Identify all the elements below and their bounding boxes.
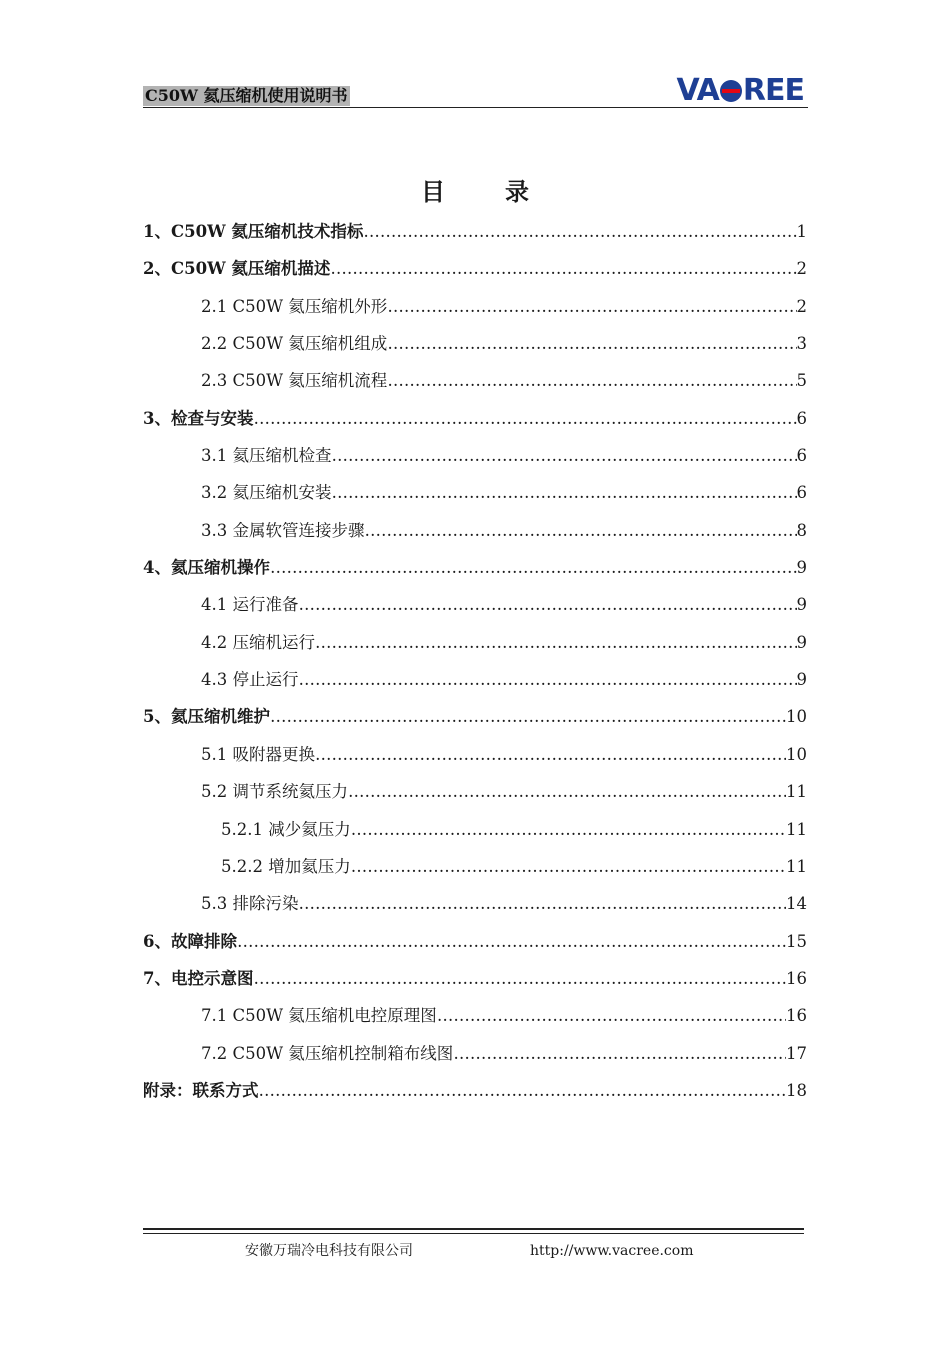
toc-entry-label: 7、电控示意图 (143, 968, 254, 988)
toc-entry[interactable] (143, 736, 807, 773)
toc-dot-leader (387, 325, 796, 362)
toc-dot-leader (453, 1035, 786, 1072)
toc-dot-leader (387, 362, 796, 399)
toc-entry[interactable] (143, 923, 807, 960)
toc-entry-label: 5.2.2 增加氦压力 (221, 856, 351, 876)
toc-entry-label: 3.1 氦压缩机检查 (201, 446, 332, 466)
toc-entry-label: 2.3 C50W 氦压缩机流程 (201, 371, 388, 391)
toc-entry-label: 2、C50W 氦压缩机描述 (143, 259, 331, 279)
toc-entry[interactable] (143, 773, 807, 810)
toc-dot-leader (299, 661, 797, 698)
toc-entry-label: 7.2 C50W 氦压缩机控制箱布线图 (201, 1043, 454, 1063)
toc-entry-label: 2.2 C50W 氦压缩机组成 (201, 334, 388, 354)
toc-entry-label: 3、检查与安装 (143, 408, 254, 428)
toc-entry[interactable] (143, 512, 807, 549)
toc-dot-leader (253, 960, 786, 997)
toc-entry-label: 4.2 压缩机运行 (201, 632, 315, 652)
toc-dot-leader (270, 549, 797, 586)
toc-entry[interactable] (143, 362, 807, 399)
toc-page-number: 9 (796, 558, 807, 578)
toc-page-number: 11 (786, 782, 807, 802)
toc-entry[interactable] (143, 437, 807, 474)
toc-dot-leader (253, 400, 796, 437)
toc-entry-label: 4.1 运行准备 (201, 595, 299, 615)
toc-entry-label: 2.1 C50W 氦压缩机外形 (201, 296, 388, 316)
toc-entry[interactable] (143, 698, 807, 735)
toc-page-number: 11 (786, 856, 807, 876)
toc-dot-leader (330, 250, 796, 287)
toc-page-number: 2 (796, 296, 807, 316)
toc-dot-leader (332, 437, 797, 474)
vacree-logo (676, 73, 805, 108)
toc-page-number: 9 (796, 632, 807, 652)
toc-dot-leader (270, 698, 786, 735)
toc-entry[interactable] (143, 288, 807, 325)
toc-page-number: 16 (786, 1006, 807, 1026)
toc-entry[interactable] (143, 848, 807, 885)
document-title: C50W 氦压缩机使用说明书 (145, 86, 348, 105)
toc-dot-leader (437, 997, 786, 1034)
toc-dot-leader (351, 811, 786, 848)
toc-entry[interactable] (143, 213, 807, 250)
toc-entry[interactable] (143, 997, 807, 1034)
toc-entry-label: 3.3 金属软管连接步骤 (201, 520, 365, 540)
toc-entry[interactable] (143, 960, 807, 997)
toc-entry[interactable] (143, 586, 807, 623)
toc-entry-label: 5.2.1 减少氦压力 (221, 819, 351, 839)
toc-heading (0, 172, 950, 207)
toc-page-number: 11 (786, 819, 807, 839)
toc-page-number: 18 (786, 1080, 807, 1100)
toc-page-number: 10 (786, 707, 807, 727)
toc-dot-leader (315, 624, 797, 661)
toc-page-number: 17 (786, 1043, 807, 1063)
logo-text-prefix: VA (676, 73, 719, 108)
toc-dot-leader (363, 213, 796, 250)
footer-website-link[interactable]: http://www.vacree.com (530, 1243, 694, 1259)
toc-page-number: 8 (796, 520, 807, 540)
toc-page-number: 1 (796, 222, 807, 241)
toc-entry[interactable] (143, 885, 807, 922)
toc-page-number: 2 (796, 259, 807, 279)
toc-entry[interactable] (143, 549, 807, 586)
toc-page-number: 3 (796, 334, 807, 354)
toc-page-number: 9 (796, 670, 807, 690)
page-header (143, 73, 808, 110)
toc-entry-label: 5.3 排除污染 (201, 894, 299, 914)
toc-dot-leader (351, 848, 786, 885)
toc-entry[interactable] (143, 400, 807, 437)
toc-heading-left: 目 (421, 177, 445, 206)
toc-entry[interactable] (143, 250, 807, 287)
toc-entry[interactable] (143, 811, 807, 848)
toc-entry[interactable] (143, 325, 807, 362)
logo-text-suffix: REE (742, 73, 804, 108)
header-divider (143, 107, 808, 108)
toc-dot-leader (237, 923, 786, 960)
toc-entry-label: 4.3 停止运行 (201, 670, 299, 690)
toc-dot-leader (332, 474, 797, 511)
toc-page-number: 6 (796, 446, 807, 466)
toc-page-number: 9 (796, 595, 807, 615)
toc-entry-label: 6、故障排除 (143, 931, 237, 951)
toc-entry[interactable] (143, 1035, 807, 1072)
footer-divider-thin (143, 1233, 804, 1234)
toc-entry-label: 5.2 调节系统氦压力 (201, 782, 348, 802)
toc-entry-label: 3.2 氦压缩机安装 (201, 483, 332, 503)
table-of-contents (143, 213, 807, 1109)
toc-entry-label: 4、氦压缩机操作 (143, 558, 270, 578)
toc-dot-leader (387, 288, 796, 325)
toc-page-number: 6 (796, 483, 807, 503)
toc-dot-leader (315, 736, 786, 773)
toc-page-number: 14 (786, 894, 807, 914)
toc-page-number: 10 (786, 744, 807, 764)
toc-entry[interactable] (143, 661, 807, 698)
footer-divider-thick (143, 1228, 804, 1230)
logo-c-mark-icon (720, 80, 742, 102)
toc-heading-right: 录 (505, 177, 529, 206)
toc-entry[interactable] (143, 624, 807, 661)
toc-dot-leader (259, 1072, 787, 1109)
toc-entry-label: 附录：联系方式 (143, 1080, 259, 1100)
toc-page-number: 16 (786, 968, 807, 988)
footer-company-name: 安徽万瑞冷电科技有限公司 (245, 1243, 413, 1259)
toc-dot-leader (299, 586, 797, 623)
toc-entry-label: 5.1 吸附器更换 (201, 744, 315, 764)
toc-dot-leader (299, 885, 787, 922)
toc-entry[interactable] (143, 1072, 807, 1109)
toc-entry-label: 1、C50W 氦压缩机技术指标 (143, 222, 364, 241)
toc-entry[interactable] (143, 474, 807, 511)
toc-page-number: 15 (786, 931, 807, 951)
toc-entry-label: 5、氦压缩机维护 (143, 707, 270, 727)
toc-page-number: 6 (796, 408, 807, 428)
toc-entry-label: 7.1 C50W 氦压缩机电控原理图 (201, 1006, 437, 1026)
toc-page-number: 5 (796, 371, 807, 391)
toc-dot-leader (348, 773, 786, 810)
toc-dot-leader (365, 512, 797, 549)
